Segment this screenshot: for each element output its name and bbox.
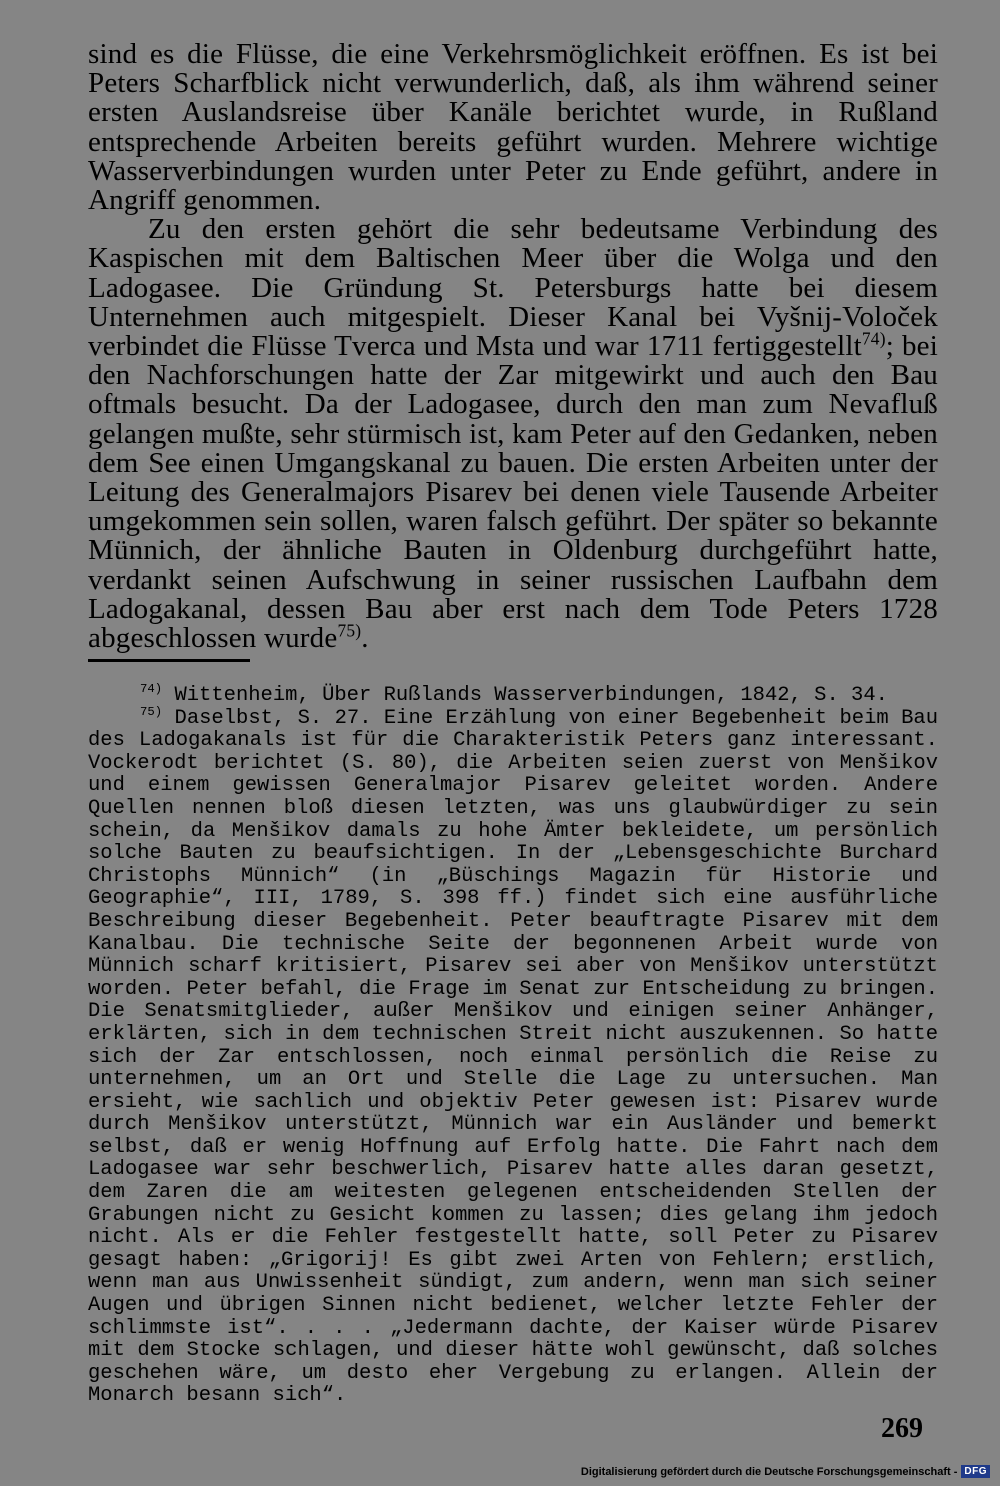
footnote-74-mark: 74) — [140, 682, 163, 697]
footnote-75-mark: 75) — [140, 704, 163, 719]
digitization-credit — [581, 1465, 990, 1478]
paragraph-2-part-c: . — [361, 622, 369, 655]
footnote-75 — [88, 704, 938, 1408]
dfg-logo: DFG — [961, 1465, 990, 1478]
paragraph-1: sind es die Flüsse, die eine Verkehrsmöglichkeit eröffnen. Es ist bei Peters Scharfblick nicht verwunderlich, daß, als ihm während seiner ersten Auslandsreise über Kanäle berichtet wurde, in Rußland entsprechende Arbeiten bereits geführt wurden. Mehrere wichtige Wasserverbindungen wurden unter Peter zu Ende geführt, andere in Angriff genommen. — [88, 38, 938, 217]
footnote-ref-74[interactable]: 74) — [861, 328, 886, 349]
main-text — [88, 40, 938, 653]
footnote-separator — [88, 659, 250, 662]
credit-text: Digitalisierung gefördert durch die Deutsche Forschungsgemeinschaft - — [580, 1465, 958, 1478]
paragraph-2-part-b: ; bei den Nachforschungen hatte der Zar mitgewirkt und auch den Bau oftmals besucht. Da der Ladogasee, durch den man zum Nevafluß gelangen mußte, sehr stürmisch ist, kam Peter auf den Gedanken, neben dem See einen Umgangskanal zu bauen. Die ersten Arbeiten unter der Leitung des Generalmajors Pisarev bei denen viele Tausende Arbeiter umgekommen sein sollen, waren falsch geführt. Der später so bekannte Münnich, der ähnliche Bauten in Oldenburg durchgeführt hatte, verdankt seinen Aufschwung in seiner russischen Laufbahn dem Ladogakanal, dessen Bau aber erst nach dem Tode Peters 1728 abgeschlossen wurde — [88, 330, 938, 655]
footnote-74-text: Wittenheim, Über Rußlands Wasserverbindungen, 1842, S. 34. — [162, 684, 888, 707]
footnote-75-text: Daselbst, S. 27. Eine Erzählung von einer Begebenheit beim Bau des Ladogakanals ist für die Charakteristik Peters ganz interessant. Vockerodt berichtet (S. 80), die Arbeiten seien zuerst von Menšikov und einem gewissen Generalmajor Pisarev geleitet worden. Andere Quellen nennen bloß diesen letzten, was uns glaubwürdiger zu sein schein, da Menšikov damals zu hohe Ämter bekleidete, um persönlich solche Bauten zu beaufsichtigen. In der „Lebensgeschichte Burchard Christophs Münnich“ (in „Büschings Magazin für Historie und Geographie“, III, 1789, S. 398 ff.) findet sich eine ausführliche Beschreibung dieser Begebenheit. Peter beauftragte Pisarev mit dem Kanalbau. Die technische Seite der begonnenen Arbeit wurde von Münnich scharf kritisiert, Pisarev sei aber von Menšikov unterstützt worden. Peter befahl, die Frage im Senat zur Entscheidung zu bringen. Die Senatsmitglieder, außer Menšikov und einigen seiner Anhänger, erklärten, sich in dem technischen Streit nicht auszukennen. So hatte sich der Zar entschlossen, noch einmal persönlich die Reise zu unternehmen, um an Ort und Stelle die Lage zu untersuchen. Man ersieht, wie sachlich und objektiv Peter gewesen ist: Pisarev wurde durch Menšikov unterstützt, Münnich war ein Ausländer und bemerkt selbst, daß er wenig Hoffnung auf Erfolg hatte. Die Fahrt nach dem Ladogasee war sehr beschwerlich, Pisarev hatte alles daran gesetzt, dem Zaren die am weitesten gelegenen entscheidenden Stellen der Grabungen nicht zu Gesicht kommen zu lassen; dies gelang ihm jedoch nicht. Als er die Fehler festgestellt hatte, soll Peter zu Pisarev gesagt haben: „Grigorij! Es gibt zwei Arten von Fehlern; erstlich, wenn man aus Unwissenheit sündigt, zum andern, wenn man sich seiner Augen und übrigen Sinnen nicht bedienet, welcher letzte Fehler der schlimmste ist“. . . . „Jedermann dachte, der Kaiser würde Pisarev mit dem Stocke schlagen, und dieser hätte wohl gewünscht, daß solches geschehen wäre, um desto eher Vergebung zu erlangen. Allein der Monarch besann sich“. — [88, 706, 938, 1408]
footnotes — [88, 682, 938, 1408]
footnote-ref-75[interactable]: 75) — [337, 620, 362, 641]
page-number: 269 — [881, 1413, 923, 1444]
footnote-74 — [88, 682, 938, 708]
paragraph-2 — [88, 215, 938, 653]
paragraph-2-part-a: Zu den ersten gehört die sehr bedeutsame Verbindung des Kaspischen mit dem Baltischen Meer über die Wolga und den Ladogasee. Die Gründung St. Petersburgs hatte bei diesem Unternehmen auch mitgespielt. Dieser Kanal bei Vyšnij-Voloček verbindet die Flüsse Tverca und Msta und war 1711 fertiggestellt — [88, 213, 938, 363]
